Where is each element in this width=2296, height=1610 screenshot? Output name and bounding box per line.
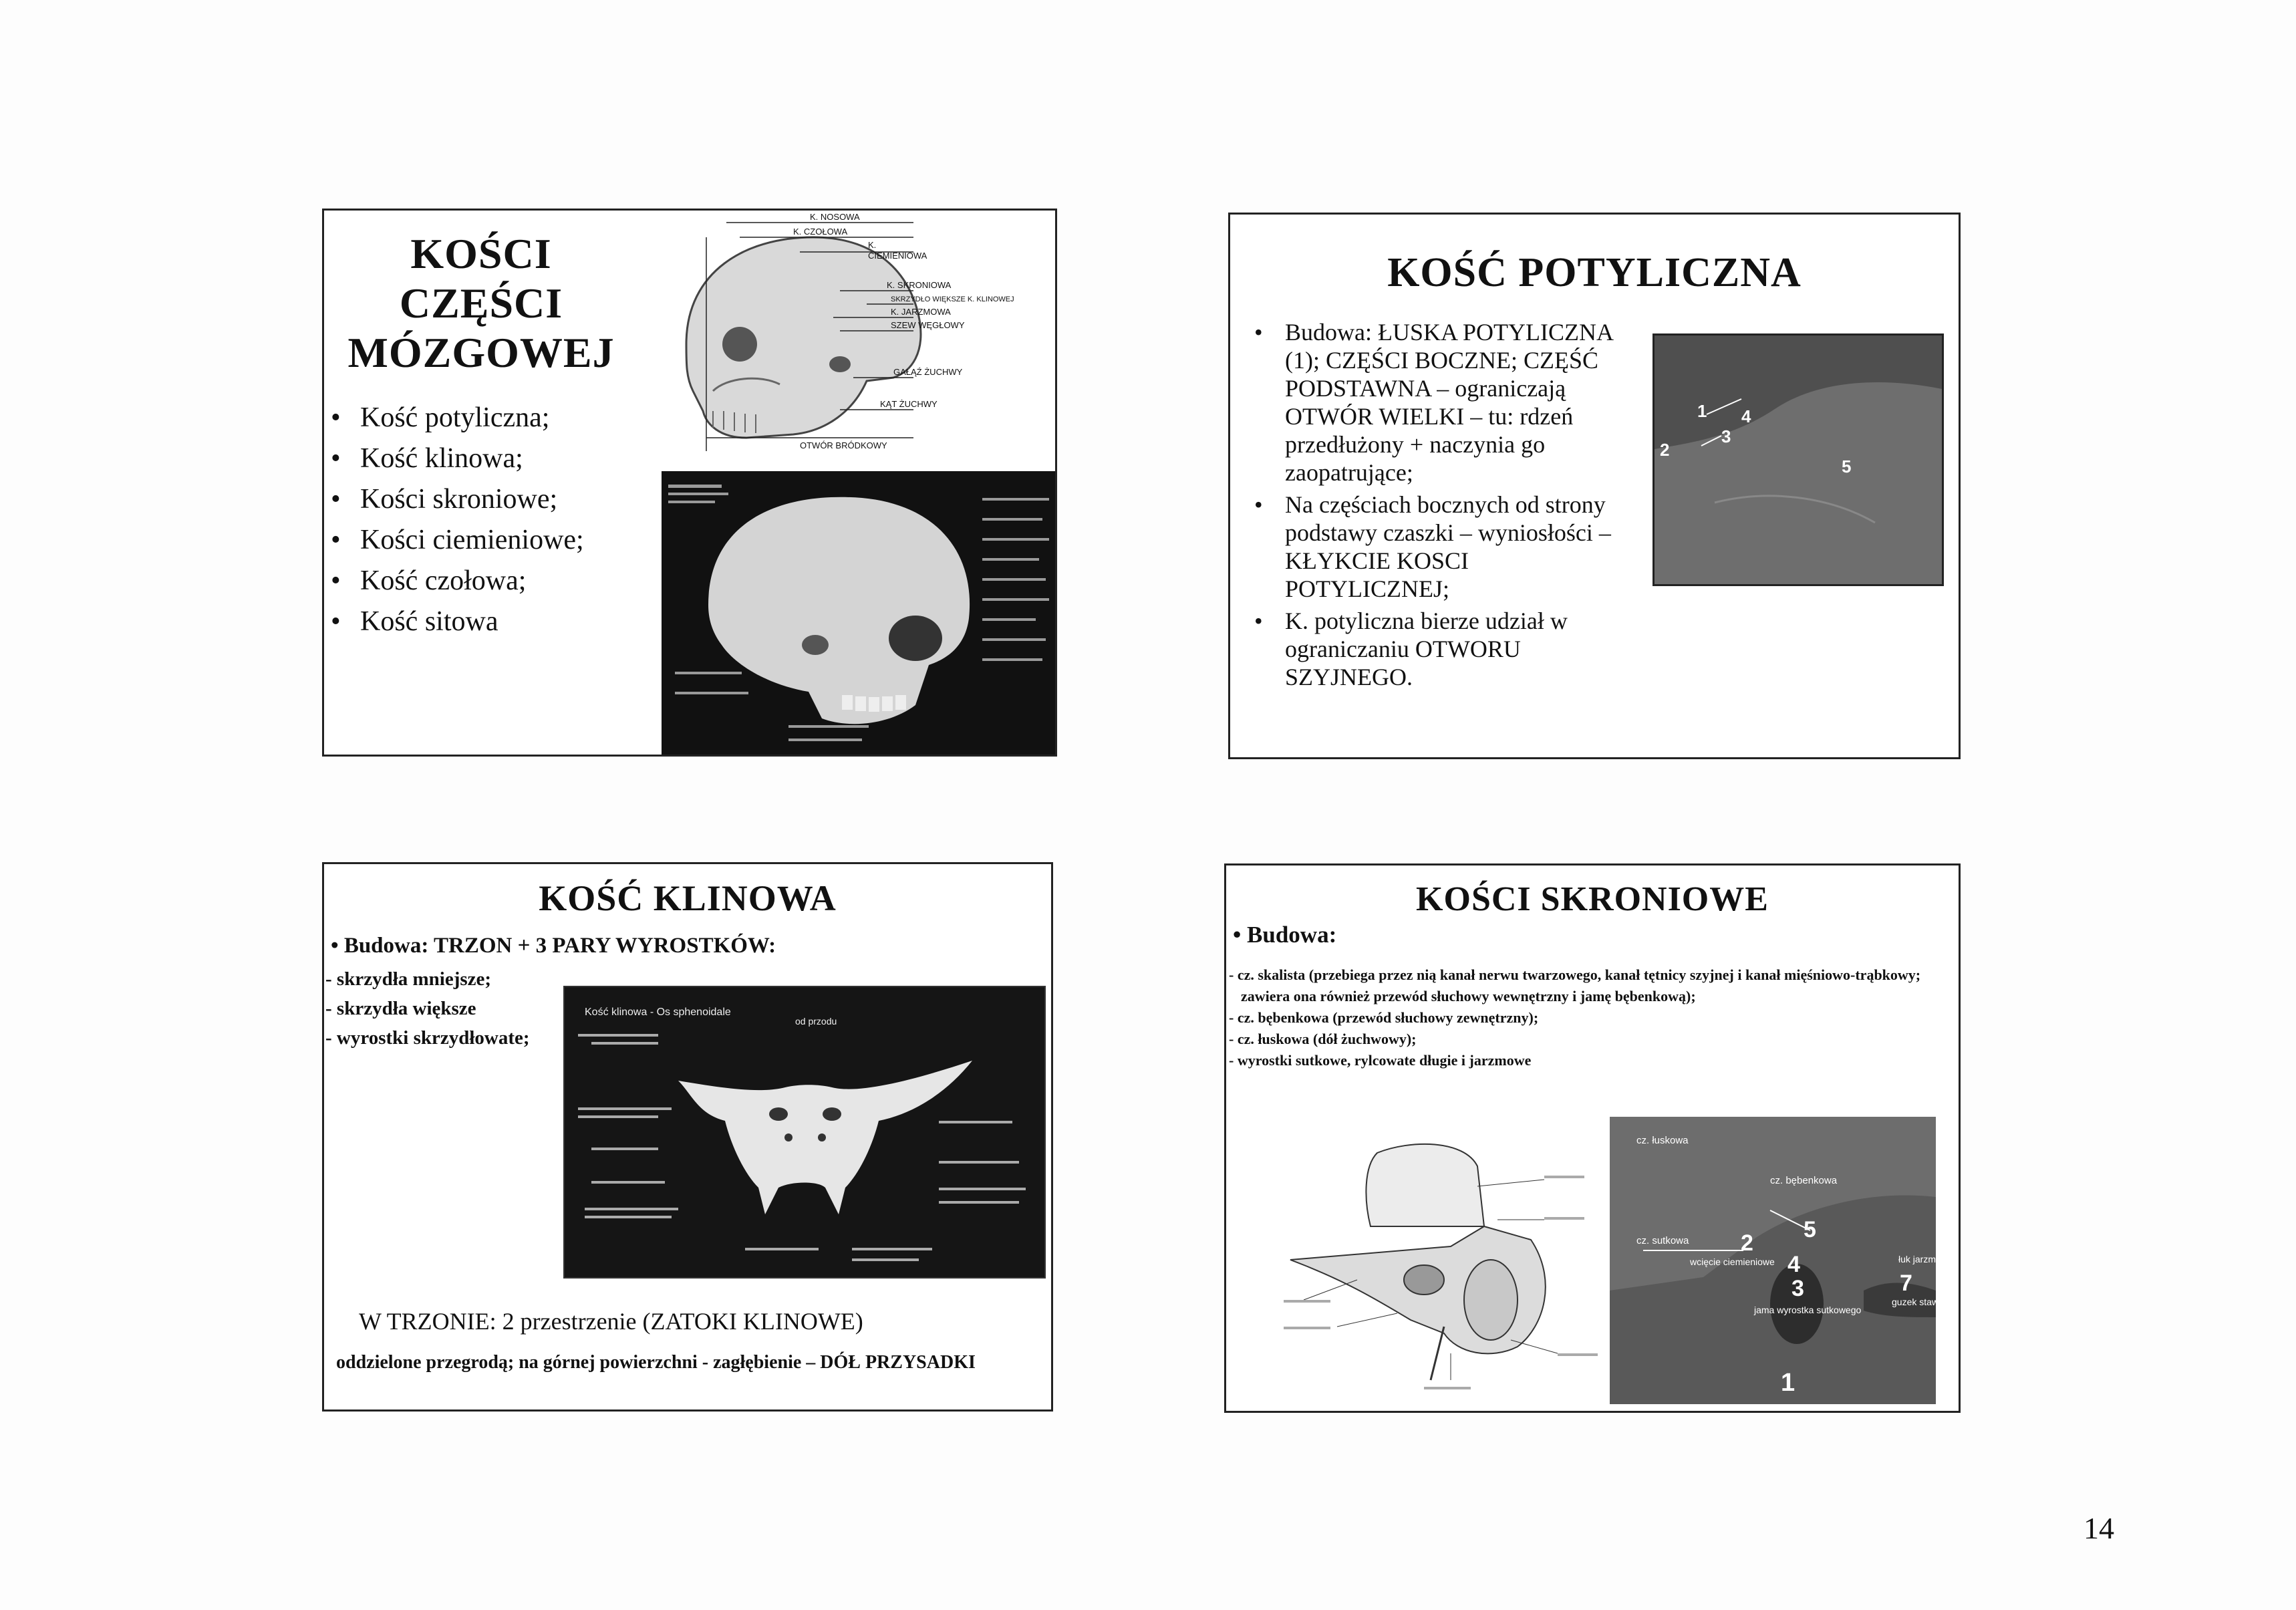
photo-label: cz. łuskowa xyxy=(1636,1135,1689,1146)
figure-label: SKRZYDŁO WIĘKSZE K. KLINOWEJ xyxy=(891,295,1014,303)
figure-number: 1 xyxy=(1697,401,1707,421)
figure-subtitle: od przodu xyxy=(795,1016,837,1027)
figure-label: K. SKRONIOWA xyxy=(887,280,952,290)
list-item: - skrzydła mniejsze; xyxy=(325,968,492,990)
photo-label: 7 xyxy=(1900,1270,1912,1296)
trzon-note: W TRZONIE: 2 przestrzenie (ZATOKI KLINOWE) xyxy=(359,1308,863,1335)
photo-label: guzek staw xyxy=(1892,1297,1936,1307)
figure-label: K. CZOŁOWA xyxy=(793,227,848,237)
page-number: 14 xyxy=(2084,1511,2114,1545)
description-list xyxy=(1254,318,1628,695)
sphenoid-bone-photo xyxy=(563,986,1046,1279)
slide-kosc-klinowa xyxy=(322,862,1053,1412)
parts-list xyxy=(1229,964,1951,1071)
slide-kosci-skroniowe xyxy=(1224,863,1961,1413)
figure-number: 2 xyxy=(1660,440,1670,460)
figure-label: GAŁĄŹ ŻUCHWY xyxy=(893,367,963,377)
slide-title: KOŚĆ POTYLICZNA xyxy=(1387,250,1802,295)
list-item: - skrzydła większe xyxy=(325,998,476,1019)
slide-kosci-czesci-mozgowej xyxy=(322,209,1057,757)
list-item: - cz. łuskowa (dół żuchwowy); xyxy=(1229,1031,1417,1047)
figure-label: KĄT ŻUCHWY xyxy=(880,399,938,409)
photo-label: jama wyrostka sutkowego xyxy=(1754,1305,1862,1315)
slide-title: KOŚCI SKRONIOWE xyxy=(1416,880,1769,918)
temporal-bone-drawing xyxy=(1277,1126,1611,1407)
photo-label: 2 xyxy=(1741,1230,1753,1256)
list-item: - wyrostki sutkowe, rylcowate długie i jarzmowe xyxy=(1229,1052,1532,1069)
figure-number: 3 xyxy=(1721,426,1731,446)
photo-label: 4 xyxy=(1787,1252,1800,1277)
list-item: • Kość klinowa; xyxy=(331,438,584,479)
temporal-bone-photo xyxy=(1610,1117,1936,1404)
skull-photo-cranium xyxy=(662,471,1057,757)
figure-title: Kość klinowa - Os sphenoidale xyxy=(585,1007,731,1018)
photo-label: 3 xyxy=(1791,1276,1804,1301)
structure-lead: • Budowa: TRZON + 3 PARY WYROSTKÓW: xyxy=(331,934,776,958)
structure-lead: • Budowa: xyxy=(1233,922,1337,948)
bone-list xyxy=(331,398,584,642)
figure-label: SZEW WĘGŁOWY xyxy=(891,320,965,330)
list-item: - cz. bębenkowa (przewód słuchowy zewnętrzny); xyxy=(1229,1009,1539,1026)
photo-label: łuk jarzm xyxy=(1898,1254,1936,1264)
trzon-detail: oddzielone przegrodą; na górnej powierzchni - zagłębienie – DÓŁ PRZYSADKI xyxy=(336,1352,976,1373)
list-item: • Kości skroniowe; xyxy=(331,479,584,520)
figure-label: CIEMIENIOWA xyxy=(868,251,927,261)
photo-label: wcięcie ciemieniowe xyxy=(1690,1256,1775,1267)
list-item: • Na częściach bocznych od strony podstawy czaszki – wyniosłości – KŁYKCIE KOSCI POTYLICZNEJ; xyxy=(1254,491,1628,603)
figure-label: K. JARZMOWA xyxy=(891,307,951,317)
list-item: • Budowa: ŁUSKA POTYLICZNA (1); CZĘŚCI BOCZNE; CZĘŚĆ PODSTAWNA – ograniczają OTWÓR WIELKI – tu: rdzeń przedłużony + naczynia go zaopatrujące; xyxy=(1254,318,1628,487)
slide-title: KOŚĆ KLINOWA xyxy=(539,878,837,918)
photo-label: cz. bębenkowa xyxy=(1770,1175,1838,1186)
photo-label: 1 xyxy=(1781,1369,1796,1397)
list-item: • Kość czołowa; xyxy=(331,561,584,601)
list-item: - wyrostki skrzydłowate; xyxy=(325,1027,530,1049)
figure-label: K. xyxy=(868,240,877,250)
photo-label: cz. sutkowa xyxy=(1636,1235,1689,1246)
skull-lateral-diagram xyxy=(666,211,1057,468)
list-item: • Kości ciemieniowe; xyxy=(331,520,584,561)
list-item: • Kość sitowa xyxy=(331,601,584,642)
slide-title: KOŚCI CZĘŚCI MÓZGOWEJ xyxy=(347,230,615,376)
slide-kosc-potyliczna xyxy=(1228,213,1961,759)
processes-list xyxy=(325,964,530,1053)
list-item: • Kość potyliczna; xyxy=(331,398,584,438)
list-item: - cz. skalista (przebiega przez nią kanał nerwu twarzowego, kanał tętnicy szyjnej i kanał mięśniowo-trąbkowy; zawiera ona również przewód słuchowy wewnętrzny i jamę bębenkową); xyxy=(1229,966,1921,1004)
figure-label: K. NOSOWA xyxy=(810,212,860,222)
list-item: • K. potyliczna bierze udział w ograniczaniu OTWORU SZYJNEGO. xyxy=(1254,607,1628,691)
occipital-bone-photo xyxy=(1653,333,1944,586)
figure-number: 4 xyxy=(1741,406,1751,426)
figure-label: OTWÓR BRÓDKOWY xyxy=(800,440,887,450)
figure-number: 5 xyxy=(1842,456,1852,477)
photo-label: 5 xyxy=(1804,1217,1816,1242)
